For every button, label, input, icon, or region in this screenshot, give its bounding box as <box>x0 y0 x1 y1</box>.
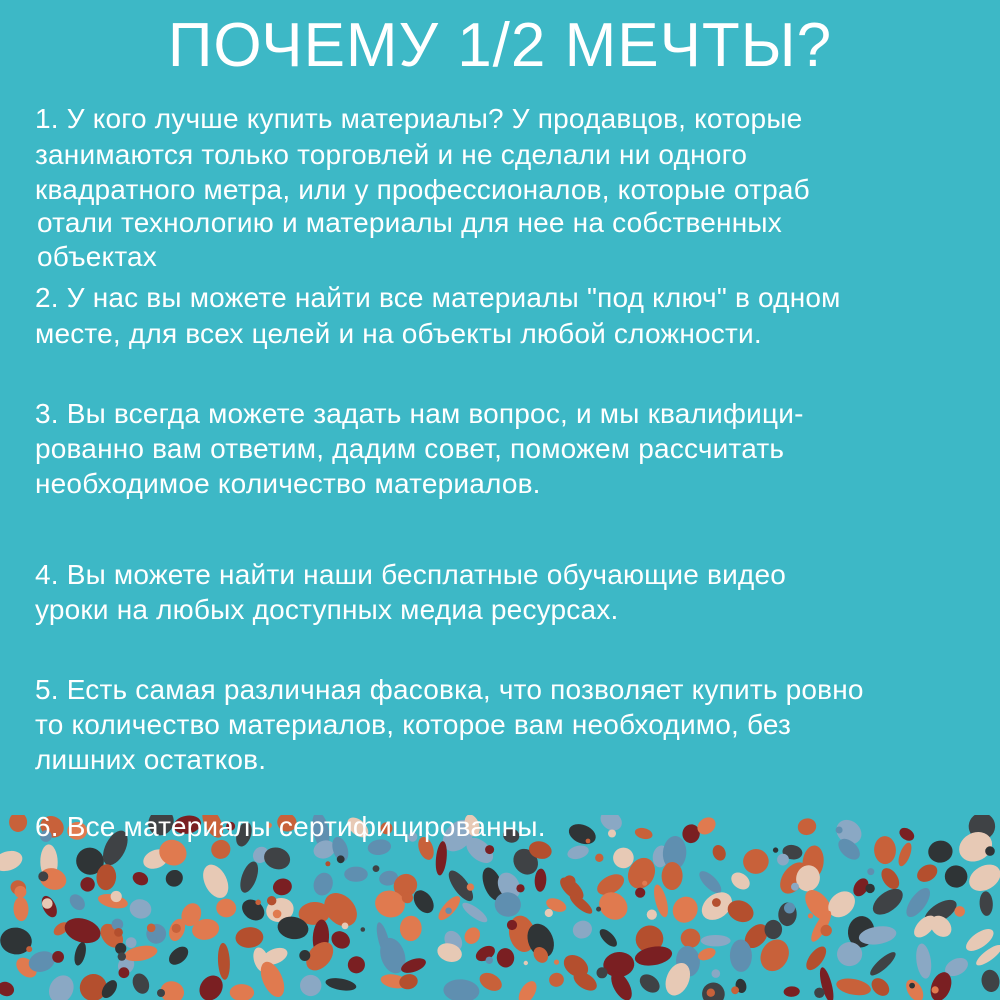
item-1-line-3: квадратного метра, или у профессионалов, которые отраб <box>35 174 810 205</box>
page-title: ПОЧЕМУ 1/2 МЕЧТЫ? <box>167 11 833 80</box>
item-3-line-2: рованно вам ответим, дадим совет, поможем рассчитать <box>35 433 785 464</box>
item-1-line-4: отали технологию и материалы для нее на собственных <box>37 207 782 238</box>
item-1-line-1: 1. У кого лучше купить материалы? У продавцов, которые <box>35 103 803 134</box>
item-4-line-2: уроки на любых доступных медиа ресурсах. <box>35 594 619 625</box>
item-3-line-1: 3. Вы всегда можете задать нам вопрос, и мы квалифици- <box>35 398 804 429</box>
item-6-line-1: 6. Все материалы сертифицированны. <box>35 811 546 842</box>
item-1-line-5: объектах <box>37 241 157 272</box>
item-1-line-2: занимаются только торговлей и не сделали ни одного <box>35 139 748 170</box>
item-5-line-3: лишних остатков. <box>35 744 267 775</box>
item-3-line-3: необходимое количество материалов. <box>35 468 541 499</box>
item-2-line-1: 2. У нас вы можете найти все материалы "под ключ" в одном <box>35 282 841 313</box>
item-4-line-1: 4. Вы можете найти наши бесплатные обучающие видео <box>35 559 786 590</box>
item-5-line-1: 5. Есть самая различная фасовка, что позволяет купить ровно <box>35 674 864 705</box>
item-2-line-2: месте, для всех целей и на объекты любой сложности. <box>35 318 762 349</box>
item-5-line-2: то количество материалов, которое вам необходимо, без <box>35 709 792 740</box>
